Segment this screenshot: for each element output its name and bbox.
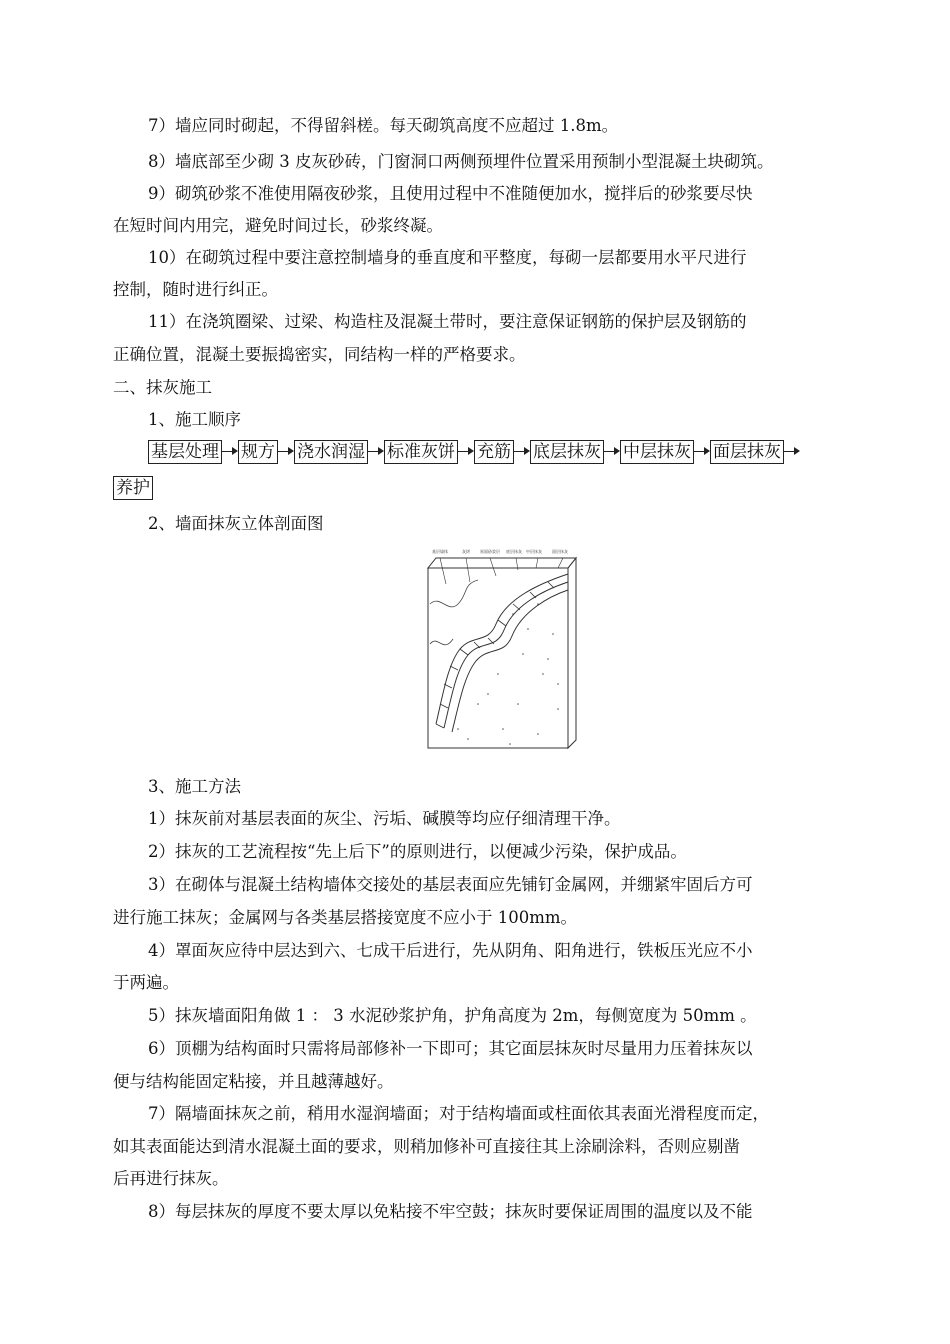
paragraph-line: 7）墙应同时砌起，不得留斜槎。每天砌筑高度不应超过 1.8m。 bbox=[148, 116, 619, 135]
paragraph-line: 控制，随时进行纠正。 bbox=[113, 280, 278, 299]
arrow-right-icon bbox=[458, 440, 474, 462]
arrow-right-icon bbox=[784, 440, 800, 462]
arrow-right-icon bbox=[604, 440, 620, 462]
figure-label: 底层抹灰 bbox=[506, 549, 522, 554]
section-heading: 二、抹灰施工 bbox=[113, 378, 212, 397]
process-flow-continued bbox=[113, 476, 153, 500]
arrow-right-icon bbox=[278, 440, 294, 462]
paragraph-line: 4）罩面灰应待中层达到六、七成干后进行，先从阴角、阳角进行，铁板压光应不小 bbox=[148, 941, 753, 960]
arrow-right-icon bbox=[694, 440, 710, 462]
paragraph-line: 9）砌筑砂浆不准使用隔夜砂浆，且使用过程中不准随便加水，搅拌后的砂浆要尽快 bbox=[148, 184, 753, 203]
subsection-heading: 1、施工顺序 bbox=[148, 410, 241, 429]
paragraph-line: 10）在砌筑过程中要注意控制墙身的垂直度和平整度，每砌一层都要用水平尺进行 bbox=[148, 248, 747, 267]
paragraph-line: 在短时间内用完，避免时间过长，砂浆终凝。 bbox=[113, 216, 443, 235]
subsection-heading: 3、施工方法 bbox=[148, 777, 241, 796]
paragraph-line: 于两遍。 bbox=[113, 973, 179, 992]
figure-label: 界面砂浆层 bbox=[480, 549, 500, 554]
flow-step: 规方 bbox=[238, 440, 278, 464]
paragraph-line: 5）抹灰墙面阳角做 1 ： 3 水泥砂浆护角，护角高度为 2m，每侧宽度为 50mm 。 bbox=[148, 1006, 757, 1025]
paragraph-line: 正确位置，混凝土要振捣密实，同结构一样的严格要求。 bbox=[113, 345, 526, 364]
figure-label: 中层抹灰 bbox=[526, 549, 542, 554]
arrow-right-icon bbox=[222, 440, 238, 462]
paragraph-line: 进行施工抹灰；金属网与各类基层搭接宽度不应小于 100mm。 bbox=[113, 908, 578, 927]
flow-step: 浇水润湿 bbox=[294, 440, 368, 464]
flow-step: 底层抹灰 bbox=[530, 440, 604, 464]
paragraph-line: 2）抹灰的工艺流程按“先上后下”的原则进行，以便减少污染，保护成品。 bbox=[148, 842, 687, 861]
paragraph-line: 1）抹灰前对基层表面的灰尘、污垢、碱膜等均应仔细清理干净。 bbox=[148, 809, 621, 828]
figure-label: 面层抹灰 bbox=[552, 549, 568, 554]
flow-step: 标准灰饼 bbox=[384, 440, 458, 464]
arrow-right-icon bbox=[514, 440, 530, 462]
paragraph-line: 6）顶棚为结构面时只需将局部修补一下即可；其它面层抹灰时尽量用力压着抹灰以 bbox=[148, 1039, 753, 1058]
paragraph-line: 如其表面能达到清水混凝土面的要求，则稍加修补可直接往其上涂刷涂料，否则应剔凿 bbox=[113, 1137, 740, 1156]
flow-step: 基层处理 bbox=[148, 440, 222, 464]
paragraph-line: 8）墙底部至少砌 3 皮灰砂砖，门窗洞口两侧预埋件位置采用预制小型混凝土块砌筑。 bbox=[148, 152, 774, 171]
figure-label: 灰饼 bbox=[462, 549, 470, 554]
flow-step-last: 养护 bbox=[113, 476, 153, 500]
process-flow bbox=[148, 440, 868, 464]
plaster-section-figure bbox=[418, 544, 584, 752]
paragraph-line: 后再进行抹灰。 bbox=[113, 1169, 229, 1188]
figure-caption: 2、墙面抹灰立体剖面图 bbox=[148, 514, 324, 533]
plaster-section-drawing bbox=[418, 544, 584, 752]
paragraph-line: 11）在浇筑圈梁、过梁、构造柱及混凝土带时，要注意保证钢筋的保护层及钢筋的 bbox=[148, 312, 747, 331]
flow-step: 面层抹灰 bbox=[710, 440, 784, 464]
arrow-right-icon bbox=[368, 440, 384, 462]
paragraph-line: 8）每层抹灰的厚度不要太厚以免粘接不牢空鼓；抹灰时要保证周围的温度以及不能 bbox=[148, 1202, 753, 1221]
paragraph-line: 便与结构能固定粘接，并且越薄越好。 bbox=[113, 1072, 394, 1091]
paragraph-line: 3）在砌体与混凝土结构墙体交接处的基层表面应先铺钉金属网，并绷紧牢固后方可 bbox=[148, 875, 753, 894]
flow-step: 充筋 bbox=[474, 440, 514, 464]
figure-label: 基层墙体 bbox=[432, 549, 448, 554]
flow-step: 中层抹灰 bbox=[620, 440, 694, 464]
paragraph-line: 7）隔墙面抹灰之前，稍用水湿润墙面；对于结构墙面或柱面依其表面光滑程度而定， bbox=[148, 1104, 769, 1123]
